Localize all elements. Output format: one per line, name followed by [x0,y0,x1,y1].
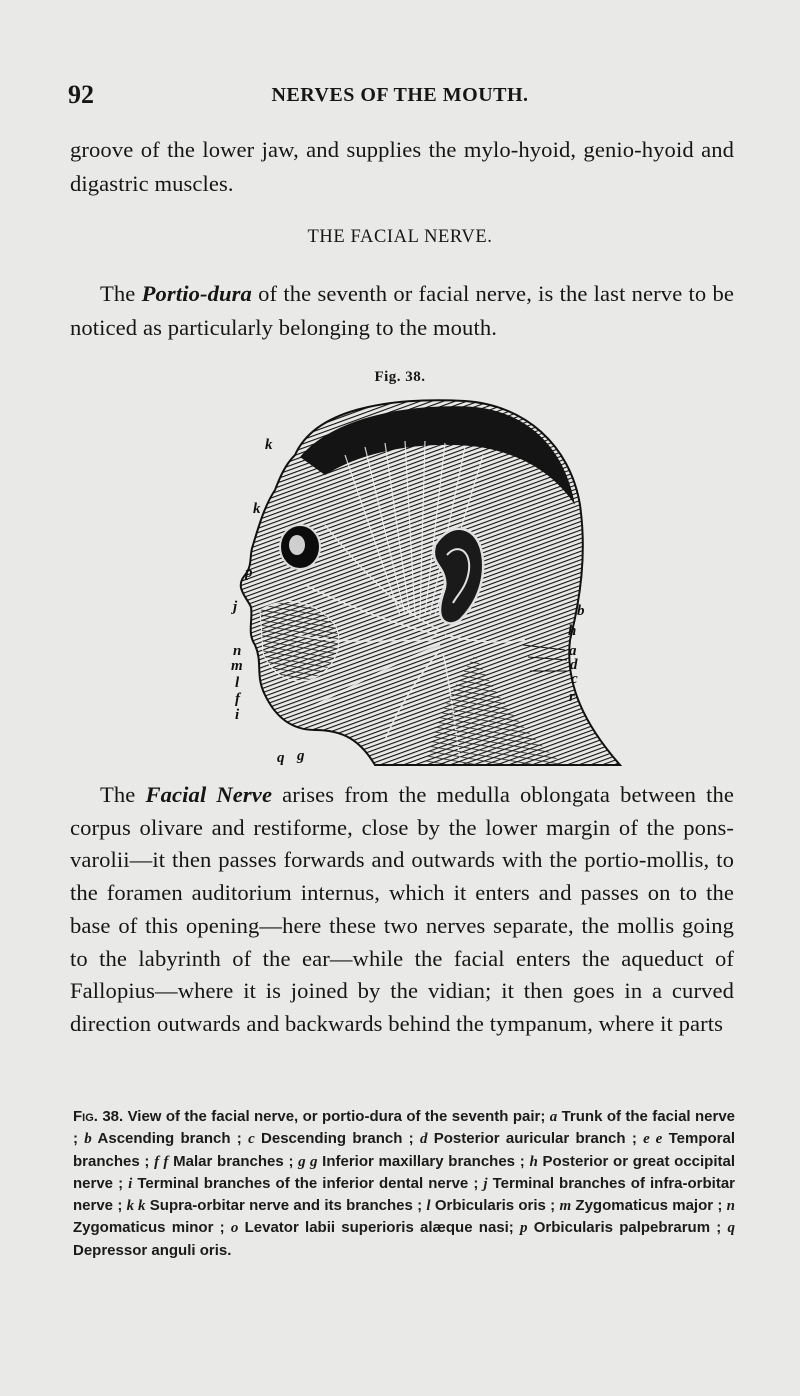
paragraph-2-start: The [100,281,142,306]
caption-letter: c [248,1131,255,1148]
figure-letter-k2: k [253,501,261,517]
caption-letter: i [128,1175,133,1192]
facial-nerve-engraving [225,395,635,767]
figure-label: Fig. 38. [374,369,426,385]
paragraph-3-rest: arises from the medulla oblongata between the corpus olivare and restiforme, close by the lower margin of the pons-varolii—it then passes forwards and outwards with the portio-mollis, to the foramen auditorium internus, which it enters and passes on to the base of this opening—here these two nerves separate, the mollis going to the labyrinth of the ear—while the facial enters the aqueduct of Fallopius—where it is joined by the vidian; it then goes in a curved direction outwards and backwards behind the tympanum, where it parts [70,782,734,1036]
caption-text: Orbicularis oris ; [430,1197,560,1215]
caption-letter: e e [643,1131,663,1148]
caption-text: Inferior maxillary branches ; [317,1152,530,1170]
figure-letter-n: n [233,643,242,659]
head-silhouette [241,400,620,765]
caption-text: Zygomaticus minor ; [73,1219,231,1237]
figure-caption [73,1106,735,1262]
figure-letter-c: c [571,671,578,687]
caption-letter: o [230,1220,239,1237]
running-head: NERVES OF THE MOUTH. [271,84,529,106]
paragraph-2 [70,277,734,344]
caption-fig-ref: Fig. 38. [73,1108,124,1125]
caption-text: Orbicularis palpebrarum ; [527,1219,728,1237]
caption-letter: n [726,1198,736,1215]
caption-text: Posterior or great occipital nerve ; [73,1152,736,1192]
caption-body [73,1108,735,1259]
facial-nerve-term: Facial Nerve [145,782,273,807]
figure-letter-r: r [569,689,575,705]
caption-text: Levator labii superioris alæque nasi; [238,1219,521,1237]
paragraph-2-rest: of the seventh or facial nerve, is the last nerve to be noticed as particularly belonging to the mouth. [70,281,734,340]
figure-letter-f: f [235,691,240,707]
caption-letter: d [419,1131,428,1148]
caption-text: Terminal branches of infra-orbitar nerve ; [73,1174,736,1215]
caption-letter: g g [298,1153,318,1170]
caption-letter: k k [126,1198,146,1215]
caption-text: Terminal branches of the inferior dental nerve ; [132,1174,484,1192]
paragraph-3-start: The [100,782,146,807]
caption-letter: l [426,1198,431,1215]
figure-38-illustration [225,395,635,767]
figure-letter-m: m [231,658,243,674]
figure-letter-d: d [570,657,578,673]
caption-text: Descending branch ; [254,1130,420,1148]
caption-letter: p [520,1220,528,1237]
figure-letter-j: j [233,599,238,615]
figure-letter-k1: k [265,437,273,453]
figure-letter-h: h [568,623,577,639]
figure-letter-b: b [577,603,585,619]
caption-text: View of the facial nerve, or portio-dura of the seventh pair; [123,1108,550,1125]
caption-letter: q [727,1220,736,1237]
figure-letter-a: a [569,643,577,659]
caption-text: Malar branches ; [168,1152,299,1170]
caption-text: Zygomaticus major ; [571,1197,727,1215]
section-heading: THE FACIAL NERVE. [307,227,493,247]
paragraph-3 [70,779,734,1041]
caption-letter: h [529,1153,538,1170]
caption-text: Posterior auricular branch ; [427,1130,644,1148]
figure-letter-i: i [235,707,240,723]
caption-text: Supra-orbitar nerve and its branches ; [145,1197,427,1215]
caption-text: Ascending branch ; [91,1130,249,1148]
figure-letter-q: q [277,750,285,766]
paragraph-1: groove of the lower jaw, and supplies the mylo-hyoid, genio-hyoid and digastric muscles. [70,137,734,196]
portio-dura-term: Portio-dura [141,281,252,306]
figure-letter-p: p [245,565,253,581]
caption-text: Temporal branches ; [73,1130,735,1170]
caption-letter: a [549,1109,558,1125]
page-number: 92 [68,80,94,109]
caption-letter: f f [154,1153,169,1170]
caption-letter: j [483,1175,488,1192]
caption-letter: b [84,1131,92,1148]
caption-text: Depressor anguli oris. [73,1241,232,1259]
figure-letter-g: g [297,748,305,764]
caption-letter: m [559,1198,572,1215]
caption-text: Trunk of the facial nerve ; [73,1108,736,1148]
figure-letter-l: l [235,675,240,691]
